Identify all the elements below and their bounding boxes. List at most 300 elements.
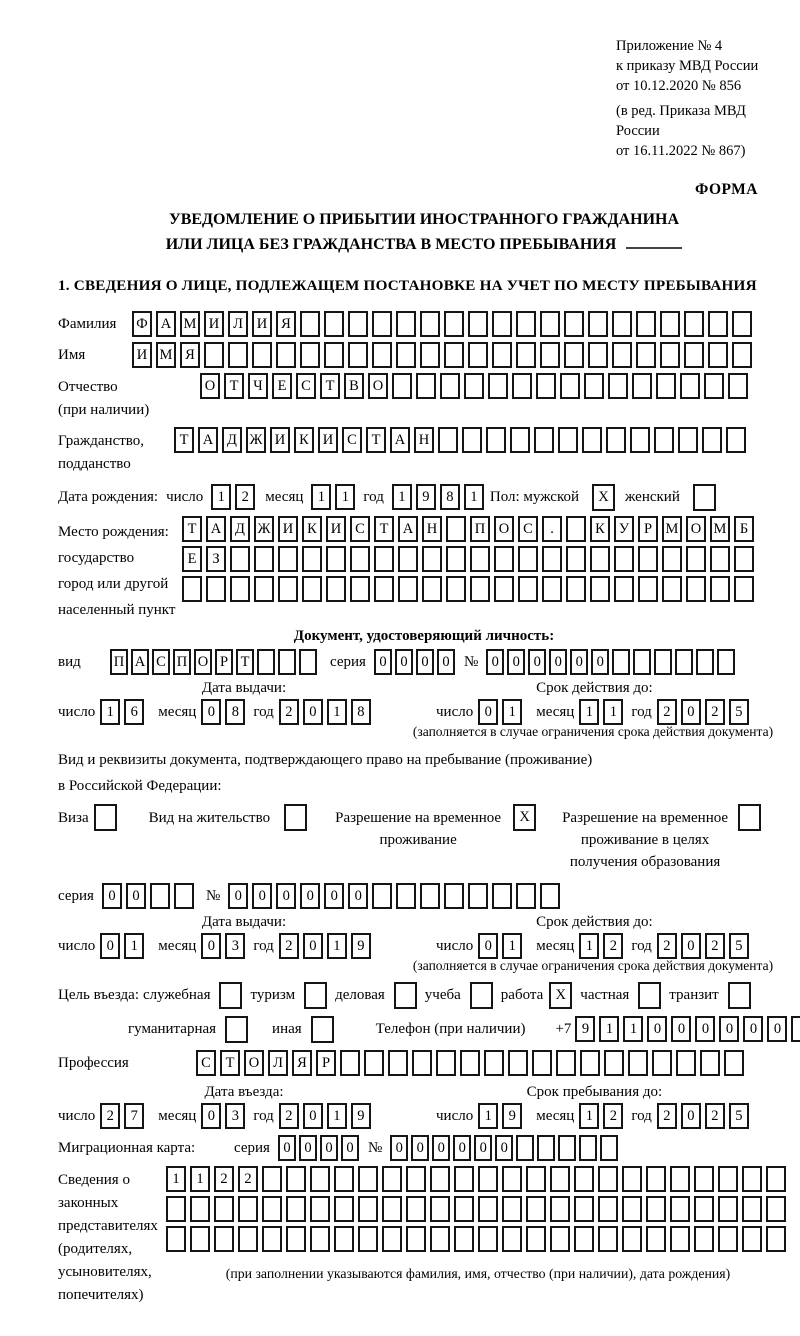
char-box[interactable]: Т [366,427,386,453]
char-box[interactable] [632,373,652,399]
char-box[interactable]: 0 [437,649,455,675]
char-box[interactable]: 1 [464,484,484,510]
char-box[interactable]: 1 [392,484,412,510]
char-box[interactable]: Д [230,516,250,542]
char-box[interactable] [588,342,608,368]
char-box[interactable] [230,576,250,602]
char-box[interactable] [310,1226,330,1252]
char-box[interactable]: 2 [279,699,299,725]
char-box[interactable]: 0 [126,883,146,909]
char-box[interactable] [358,1196,378,1222]
char-box[interactable] [532,1050,552,1076]
char-box[interactable] [574,1226,594,1252]
char-box[interactable]: 1 [211,484,231,510]
char-box[interactable] [708,311,728,337]
char-box[interactable] [556,1050,576,1076]
char-box[interactable] [464,373,484,399]
char-box[interactable] [502,1196,522,1222]
char-box[interactable]: 2 [214,1166,234,1192]
char-box[interactable] [676,1050,696,1076]
char-box[interactable] [652,1050,672,1076]
char-box[interactable] [382,1226,402,1252]
char-box[interactable] [396,883,416,909]
char-box[interactable] [484,1050,504,1076]
char-box[interactable] [654,427,674,453]
char-box[interactable] [230,546,250,572]
char-box[interactable] [608,373,628,399]
char-box[interactable] [512,373,532,399]
char-box[interactable] [606,427,626,453]
char-box[interactable] [654,649,672,675]
char-box[interactable] [478,1166,498,1192]
char-box[interactable]: 0 [719,1016,739,1042]
char-box[interactable] [396,342,416,368]
char-box[interactable] [742,1226,762,1252]
char-box[interactable] [670,1226,690,1252]
char-box[interactable] [412,1050,432,1076]
char-box[interactable] [238,1196,258,1222]
char-box[interactable] [646,1166,666,1192]
char-box[interactable] [684,311,704,337]
char-box[interactable] [454,1196,474,1222]
char-box[interactable] [468,883,488,909]
char-box[interactable]: Т [236,649,254,675]
char-box[interactable]: 1 [502,699,522,725]
char-box[interactable]: 2 [705,1103,725,1129]
char-box[interactable] [536,373,556,399]
char-box[interactable]: 2 [235,484,255,510]
char-box[interactable]: Ж [246,427,266,453]
char-box[interactable] [394,982,417,1009]
char-box[interactable] [492,342,512,368]
char-box[interactable]: Ж [254,516,274,542]
char-box[interactable]: 1 [311,484,331,510]
char-box[interactable] [310,1166,330,1192]
char-box[interactable] [636,311,656,337]
char-box[interactable] [638,982,661,1009]
char-box[interactable] [612,342,632,368]
char-box[interactable]: 2 [603,933,623,959]
char-box[interactable]: А [131,649,149,675]
char-box[interactable]: 0 [486,649,504,675]
char-box[interactable] [310,1196,330,1222]
char-box[interactable] [494,576,514,602]
char-box[interactable] [334,1166,354,1192]
char-box[interactable]: К [302,516,322,542]
char-box[interactable] [494,546,514,572]
char-box[interactable] [350,546,370,572]
char-box[interactable]: И [318,427,338,453]
char-box[interactable] [510,427,530,453]
char-box[interactable]: 0 [299,1135,317,1161]
char-box[interactable] [724,1050,744,1076]
char-box[interactable] [190,1226,210,1252]
temp-residence-edu-checkbox[interactable] [738,804,761,831]
char-box[interactable]: Т [320,373,340,399]
char-box[interactable] [550,1226,570,1252]
char-box[interactable] [468,311,488,337]
char-box[interactable]: X [513,804,536,831]
char-box[interactable] [582,427,602,453]
char-box[interactable]: Ч [248,373,268,399]
char-box[interactable] [791,1016,800,1042]
char-box[interactable]: А [398,516,418,542]
char-box[interactable]: И [278,516,298,542]
char-box[interactable]: Л [268,1050,288,1076]
char-box[interactable] [228,342,248,368]
char-box[interactable]: 0 [549,649,567,675]
char-box[interactable] [492,311,512,337]
char-box[interactable]: 1 [124,933,144,959]
char-box[interactable]: 3 [225,933,245,959]
purpose-private-checkbox[interactable] [638,982,661,1009]
char-box[interactable]: 0 [348,883,368,909]
char-box[interactable]: X [592,484,615,511]
char-box[interactable]: 2 [705,699,725,725]
char-box[interactable]: 0 [278,1135,296,1161]
char-box[interactable] [214,1226,234,1252]
char-box[interactable] [392,373,412,399]
char-box[interactable]: 9 [502,1103,522,1129]
char-box[interactable] [444,883,464,909]
char-box[interactable]: И [326,516,346,542]
purpose-transit-checkbox[interactable] [728,982,751,1009]
char-box[interactable] [598,1196,618,1222]
char-box[interactable] [566,576,586,602]
char-box[interactable]: 1 [579,699,599,725]
char-box[interactable] [372,883,392,909]
char-box[interactable] [612,311,632,337]
char-box[interactable] [166,1196,186,1222]
char-box[interactable] [278,546,298,572]
char-box[interactable] [430,1166,450,1192]
char-box[interactable] [358,1166,378,1192]
char-box[interactable] [622,1196,642,1222]
char-box[interactable] [540,342,560,368]
char-box[interactable] [670,1196,690,1222]
char-box[interactable]: X [549,982,572,1009]
char-box[interactable]: А [156,311,176,337]
char-box[interactable] [462,427,482,453]
char-box[interactable] [542,576,562,602]
char-box[interactable]: К [590,516,610,542]
char-box[interactable] [286,1226,306,1252]
char-box[interactable] [614,546,634,572]
sex-male-checkbox[interactable] [592,484,615,511]
char-box[interactable]: 2 [705,933,725,959]
char-box[interactable] [446,516,466,542]
char-box[interactable]: И [132,342,152,368]
char-box[interactable]: 6 [124,699,144,725]
char-box[interactable] [304,982,327,1009]
char-box[interactable] [656,373,676,399]
char-box[interactable] [446,546,466,572]
char-box[interactable]: 1 [579,1103,599,1129]
char-box[interactable] [702,427,722,453]
char-box[interactable]: С [152,649,170,675]
char-box[interactable]: . [542,516,562,542]
char-box[interactable] [598,1226,618,1252]
char-box[interactable] [590,546,610,572]
char-box[interactable]: 0 [100,933,120,959]
char-box[interactable] [374,576,394,602]
char-box[interactable]: А [390,427,410,453]
char-box[interactable] [604,1050,624,1076]
char-box[interactable] [675,649,693,675]
char-box[interactable]: О [200,373,220,399]
char-box[interactable] [718,1226,738,1252]
char-box[interactable] [430,1196,450,1222]
char-box[interactable]: 0 [432,1135,450,1161]
char-box[interactable] [590,576,610,602]
char-box[interactable] [638,576,658,602]
char-box[interactable] [214,1196,234,1222]
purpose-humanitarian-checkbox[interactable] [225,1016,248,1043]
char-box[interactable]: 5 [729,933,749,959]
char-box[interactable]: 0 [201,1103,221,1129]
char-box[interactable] [732,311,752,337]
char-box[interactable]: И [270,427,290,453]
char-box[interactable] [262,1166,282,1192]
char-box[interactable] [257,649,275,675]
char-box[interactable]: 0 [743,1016,763,1042]
char-box[interactable] [350,576,370,602]
char-box[interactable] [502,1166,522,1192]
char-box[interactable]: Р [638,516,658,542]
char-box[interactable]: 0 [324,883,344,909]
char-box[interactable]: Т [220,1050,240,1076]
char-box[interactable]: С [342,427,362,453]
purpose-official-checkbox[interactable] [219,982,242,1009]
char-box[interactable] [364,1050,384,1076]
char-box[interactable] [286,1166,306,1192]
char-box[interactable]: Л [228,311,248,337]
char-box[interactable] [564,311,584,337]
char-box[interactable] [646,1196,666,1222]
char-box[interactable] [694,1196,714,1222]
char-box[interactable]: Я [292,1050,312,1076]
char-box[interactable]: 0 [341,1135,359,1161]
char-box[interactable] [710,546,730,572]
char-box[interactable] [372,342,392,368]
char-box[interactable] [540,883,560,909]
char-box[interactable] [150,883,170,909]
char-box[interactable] [686,546,706,572]
char-box[interactable]: М [710,516,730,542]
char-box[interactable]: 7 [124,1103,144,1129]
char-box[interactable] [302,546,322,572]
char-box[interactable] [526,1226,546,1252]
char-box[interactable] [566,516,586,542]
char-box[interactable] [694,1166,714,1192]
char-box[interactable] [446,576,466,602]
char-box[interactable]: Т [374,516,394,542]
char-box[interactable]: 0 [591,649,609,675]
char-box[interactable] [766,1226,786,1252]
char-box[interactable]: 3 [225,1103,245,1129]
char-box[interactable] [94,804,117,831]
char-box[interactable] [444,342,464,368]
char-box[interactable]: 0 [303,699,323,725]
char-box[interactable] [700,1050,720,1076]
char-box[interactable] [302,576,322,602]
char-box[interactable]: 1 [327,699,347,725]
char-box[interactable]: 2 [603,1103,623,1129]
char-box[interactable] [717,649,735,675]
char-box[interactable]: 0 [102,883,122,909]
char-box[interactable] [422,546,442,572]
char-box[interactable] [444,311,464,337]
char-box[interactable] [550,1196,570,1222]
char-box[interactable] [478,1196,498,1222]
visa-checkbox[interactable] [94,804,117,831]
char-box[interactable] [254,576,274,602]
char-box[interactable] [470,576,490,602]
char-box[interactable] [742,1196,762,1222]
char-box[interactable]: 2 [279,933,299,959]
char-box[interactable] [254,546,274,572]
char-box[interactable]: 8 [440,484,460,510]
char-box[interactable]: 0 [767,1016,787,1042]
char-box[interactable]: 0 [695,1016,715,1042]
char-box[interactable]: 0 [303,1103,323,1129]
char-box[interactable] [660,311,680,337]
char-box[interactable] [486,427,506,453]
char-box[interactable]: С [196,1050,216,1076]
char-box[interactable] [766,1166,786,1192]
char-box[interactable] [204,342,224,368]
char-box[interactable]: 1 [599,1016,619,1042]
char-box[interactable]: 5 [729,1103,749,1129]
char-box[interactable]: О [194,649,212,675]
char-box[interactable] [470,546,490,572]
char-box[interactable]: О [494,516,514,542]
char-box[interactable] [252,342,272,368]
char-box[interactable]: 0 [374,649,392,675]
purpose-study-checkbox[interactable] [470,982,493,1009]
char-box[interactable]: О [686,516,706,542]
char-box[interactable] [502,1226,522,1252]
sex-female-checkbox[interactable] [693,484,716,511]
char-box[interactable] [382,1166,402,1192]
char-box[interactable] [182,576,202,602]
char-box[interactable] [732,342,752,368]
char-box[interactable]: З [206,546,226,572]
char-box[interactable] [542,546,562,572]
char-box[interactable]: 0 [395,649,413,675]
char-box[interactable] [694,1226,714,1252]
char-box[interactable]: Т [182,516,202,542]
char-box[interactable]: 0 [647,1016,667,1042]
char-box[interactable] [662,546,682,572]
char-box[interactable]: О [368,373,388,399]
char-box[interactable] [438,427,458,453]
char-box[interactable] [558,427,578,453]
char-box[interactable]: А [198,427,218,453]
char-box[interactable]: К [294,427,314,453]
char-box[interactable]: Н [422,516,442,542]
char-box[interactable]: 9 [575,1016,595,1042]
char-box[interactable]: 1 [478,1103,498,1129]
char-box[interactable] [206,576,226,602]
char-box[interactable]: 2 [657,699,677,725]
char-box[interactable]: С [296,373,316,399]
char-box[interactable]: 9 [416,484,436,510]
char-box[interactable] [558,1135,576,1161]
char-box[interactable]: И [204,311,224,337]
purpose-business-checkbox[interactable] [394,982,417,1009]
char-box[interactable]: 0 [453,1135,471,1161]
char-box[interactable] [584,373,604,399]
char-box[interactable]: 0 [201,933,221,959]
char-box[interactable] [742,1166,762,1192]
char-box[interactable]: 1 [603,699,623,725]
char-box[interactable] [630,427,650,453]
char-box[interactable] [174,883,194,909]
char-box[interactable] [374,546,394,572]
char-box[interactable]: 2 [279,1103,299,1129]
char-box[interactable]: 9 [351,1103,371,1129]
char-box[interactable] [388,1050,408,1076]
char-box[interactable] [262,1196,282,1222]
char-box[interactable]: 0 [681,933,701,959]
char-box[interactable]: Ф [132,311,152,337]
char-box[interactable]: 0 [570,649,588,675]
char-box[interactable] [564,342,584,368]
char-box[interactable] [726,427,746,453]
char-box[interactable]: 0 [411,1135,429,1161]
char-box[interactable] [430,1226,450,1252]
purpose-tourism-checkbox[interactable] [304,982,327,1009]
char-box[interactable] [326,576,346,602]
char-box[interactable] [286,1196,306,1222]
char-box[interactable]: П [110,649,128,675]
char-box[interactable] [516,1135,534,1161]
char-box[interactable]: Д [222,427,242,453]
char-box[interactable] [696,649,714,675]
char-box[interactable] [574,1196,594,1222]
char-box[interactable] [550,1166,570,1192]
char-box[interactable] [416,373,436,399]
char-box[interactable] [628,1050,648,1076]
char-box[interactable]: 0 [201,699,221,725]
char-box[interactable] [276,342,296,368]
char-box[interactable] [348,342,368,368]
char-box[interactable] [588,311,608,337]
char-box[interactable] [580,1050,600,1076]
char-box[interactable] [454,1226,474,1252]
char-box[interactable] [728,373,748,399]
char-box[interactable] [420,311,440,337]
char-box[interactable] [738,804,761,831]
char-box[interactable] [636,342,656,368]
char-box[interactable] [534,427,554,453]
char-box[interactable] [622,1226,642,1252]
char-box[interactable] [311,1016,334,1043]
char-box[interactable]: Р [316,1050,336,1076]
char-box[interactable]: 0 [478,699,498,725]
char-box[interactable]: 2 [238,1166,258,1192]
char-box[interactable]: Б [734,516,754,542]
char-box[interactable] [470,982,493,1009]
char-box[interactable] [406,1226,426,1252]
char-box[interactable] [278,576,298,602]
char-box[interactable] [492,883,512,909]
char-box[interactable]: 0 [681,699,701,725]
char-box[interactable]: Т [224,373,244,399]
char-box[interactable] [662,576,682,602]
char-box[interactable]: 0 [300,883,320,909]
